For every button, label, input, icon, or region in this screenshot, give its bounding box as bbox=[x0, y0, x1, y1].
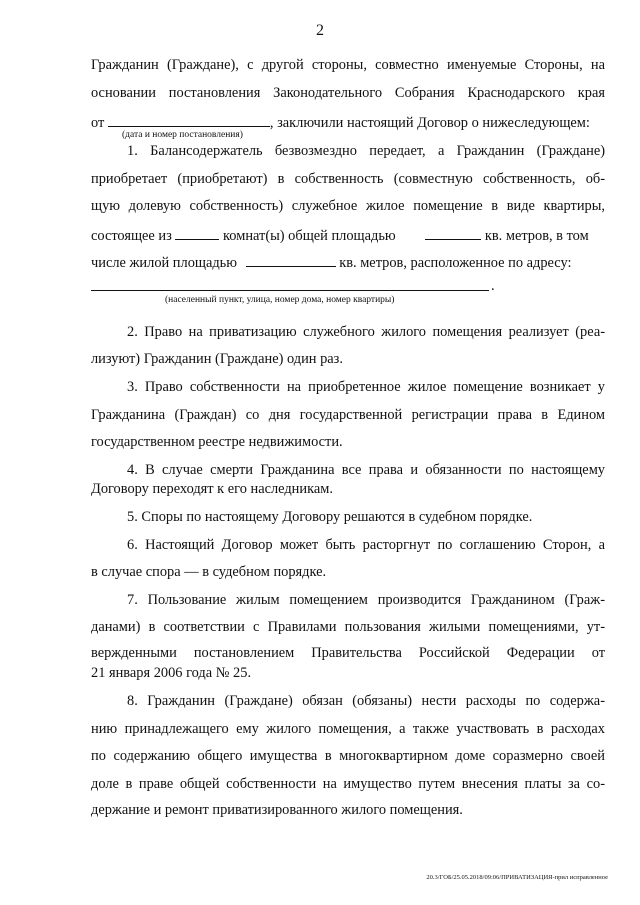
clause-3-line-3: государственном реестре недвижимости. bbox=[91, 434, 343, 450]
clause-4-line-2: Договору переходят к его наследникам. bbox=[91, 481, 333, 497]
clause-6-line-1: 6. Настоящий Договор может быть расторгнут по соглашению Сторон, а bbox=[127, 537, 605, 553]
intro-from-label: от bbox=[91, 115, 105, 131]
rooms-count-blank bbox=[175, 226, 219, 240]
clause-8-line-5: держание и ремонт приватизированного жилого помещения. bbox=[91, 802, 463, 818]
clause-2-line-1: 2. Право на приватизацию служебного жилого помещения реализует (реа- bbox=[127, 324, 605, 340]
intro-line-1: Гражданин (Граждане), с другой стороны, совместно именуемые Стороны, на bbox=[91, 57, 605, 73]
clause-7-line-2: данами) в соответствии с Правилами пользования жилыми помещениями, ут- bbox=[91, 619, 605, 635]
living-area-blank bbox=[246, 253, 336, 267]
clause-8-line-1: 8. Гражданин (Граждане) обязан (обязаны) нести расходы по содержа- bbox=[127, 693, 605, 709]
rooms-label: состоящее из bbox=[91, 228, 172, 244]
clause-1-line-1: 1. Балансодержатель безвозмездно передает, а Гражданин (Граждане) bbox=[127, 143, 605, 159]
address-blank bbox=[91, 290, 489, 291]
clause-4-line-1: 4. В случае смерти Гражданина все права и обязанности по настоящему bbox=[127, 462, 605, 478]
decree-date-number-blank bbox=[108, 113, 270, 127]
clause-3-line-2: Гражданина (Граждан) со дня государственной регистрации права в Едином bbox=[91, 407, 605, 423]
clause-1-line-2: приобретает (приобретают) в собственность (совместную собственность, об- bbox=[91, 171, 605, 187]
address-end-period: . bbox=[491, 278, 495, 294]
clause-1-line-5 bbox=[91, 253, 605, 272]
clause-2-line-2: лизуют) Гражданин (Граждане) один раз. bbox=[91, 351, 343, 367]
clause-3-line-1: 3. Право собственности на приобретенное жилое помещение возникает у bbox=[127, 379, 605, 395]
clause-1-line-3: щую долевую собственность) служебное жилое помещение в виде квартиры, bbox=[91, 198, 605, 214]
clause-6-line-2: в случае спора — в судебном порядке. bbox=[91, 564, 327, 580]
living-area-label: числе жилой площадью bbox=[91, 255, 237, 271]
clause-7-line-1: 7. Пользование жилым помещением производится Гражданином (Граж- bbox=[127, 592, 605, 608]
living-area-unit-text: кв. метров, расположенное по адресу: bbox=[339, 255, 572, 271]
clause-1-line-4 bbox=[91, 226, 605, 245]
intro-line-2: основании постановления Законодательного Собрания Краснодарского края bbox=[91, 85, 605, 101]
decree-date-number-note: (дата и номер постановления) bbox=[122, 130, 243, 140]
footer-doc-code: 20.3/ГОБ/25.05.2018/09:06/ПРИВАТИЗАЦИЯ-прил исправленное bbox=[426, 874, 608, 881]
total-area-unit-text: кв. метров, в том bbox=[484, 228, 589, 244]
clause-8-line-3: по содержанию общего имущества в многоквартирном доме соразмерно своей bbox=[91, 748, 605, 764]
clause-8-line-4: доле в праве общей собственности на имущество путем внесения платы за со- bbox=[91, 776, 605, 792]
intro-concluded-text: , заключили настоящий Договор о нижеследующем: bbox=[269, 115, 590, 131]
page-number: 2 bbox=[316, 22, 324, 39]
clause-7-line-4: 21 января 2006 года № 25. bbox=[91, 665, 252, 681]
address-note: (населенный пункт, улица, номер дома, номер квартиры) bbox=[165, 295, 395, 305]
clause-5-line-1: 5. Споры по настоящему Договору решаются в судебном порядке. bbox=[127, 509, 533, 525]
clause-8-line-2: нию принадлежащего ему жилого помещения, а также участвовать в расходах bbox=[91, 721, 605, 737]
clause-7-line-3: вержденными постановлением Правительства Российской Федерации от bbox=[91, 645, 605, 661]
total-area-blank bbox=[425, 226, 481, 240]
total-area-label: комнат(ы) общей площадью bbox=[223, 228, 396, 244]
